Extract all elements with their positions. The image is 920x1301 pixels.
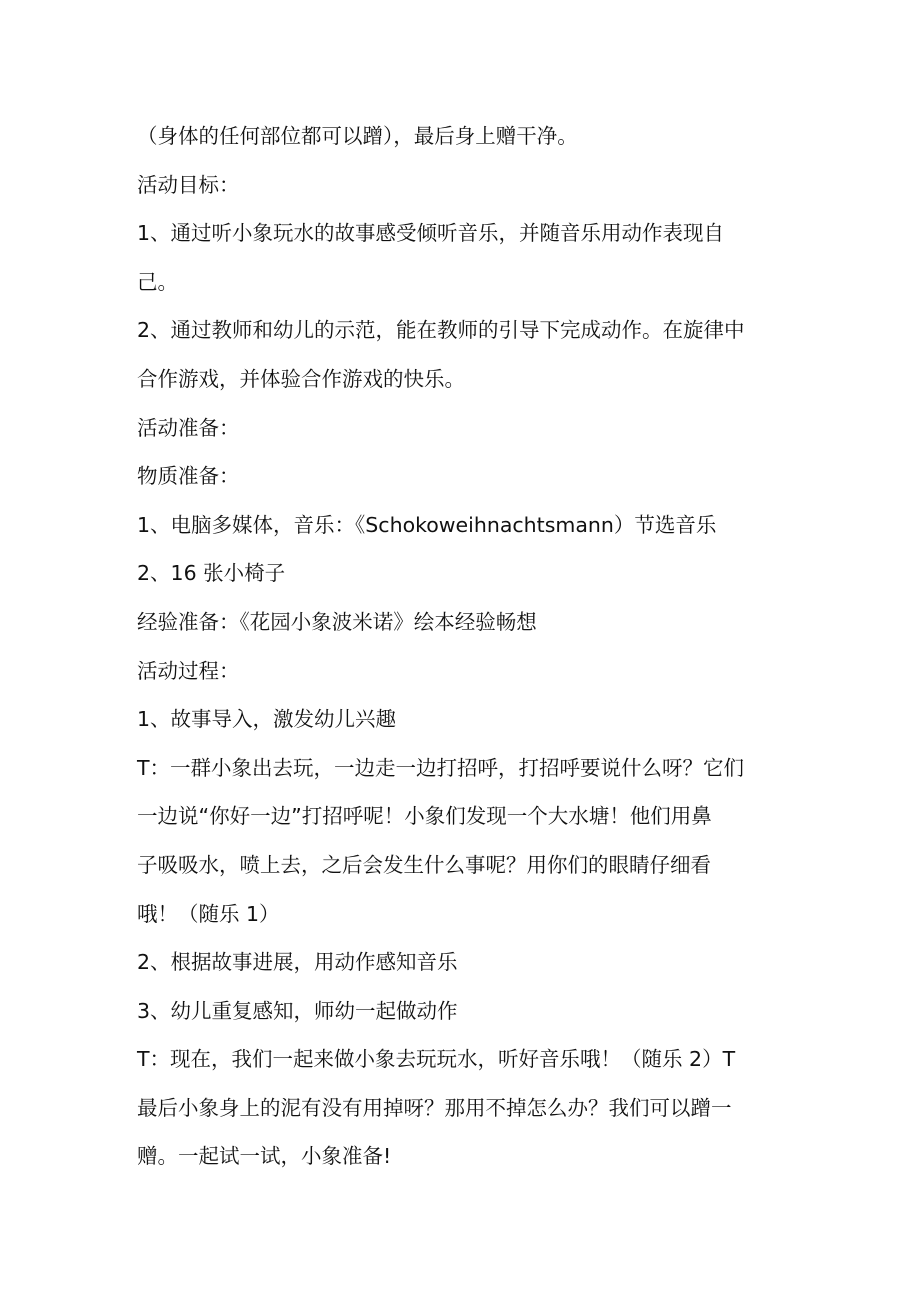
subheading-materials: 物质准备： [137,464,240,489]
text-line: 1、电脑多媒体，音乐：《Schokoweihnachtsmann）节选音乐 [137,512,717,537]
text-line: 子吸吸水，喷上去，之后会发生什么事呢？用你们的眼睛仔细看 [137,852,711,877]
text-line: 1、通过听小象玩水的故事感受倾听音乐，并随音乐用动作表现自 [137,221,725,246]
text-line: 己。 [137,269,178,294]
text-line: 2、根据故事进展，用动作感知音乐 [137,950,458,975]
document-body [137,112,787,1181]
section-heading-process: 活动过程： [137,658,240,683]
text-line: 最后小象身上的泥有没有用掉呀？那用不掉怎么办？我们可以蹭一 [137,1095,732,1120]
text-line: （身体的任何部位都可以蹭），最后身上赠干净。 [137,124,578,148]
section-heading-goals: 活动目标： [137,172,240,197]
text-line: T：一群小象出去玩，一边走一边打招呼，打招呼要说什么呀？它们 [137,755,745,780]
text-line: 赠。一起试一试，小象准备! [137,1144,392,1169]
text-line: 一边说“你好一边”打招呼呢！小象们发现一个大水塘！他们用鼻 [137,804,712,829]
text-line: 经验准备：《花园小象波米诺》绘本经验畅想 [137,609,537,634]
section-heading-preparation: 活动准备： [137,415,240,440]
text-line: 哦！（随乐 1） [137,901,280,926]
text-line: 2、通过教师和幼儿的示范，能在教师的引导下完成动作。在旋律中 [137,318,745,343]
text-line: T：现在，我们一起来做小象去玩玩水，听好音乐哦！（随乐 2）T [137,1047,736,1072]
text-line: 3、幼儿重复感知，师幼一起做动作 [137,998,458,1023]
text-line: 1、故事导入，激发幼儿兴趣 [137,707,397,732]
text-line: 2、16 张小椅子 [137,561,286,586]
text-line: 合作游戏，并体验合作游戏的快乐。 [137,366,465,391]
